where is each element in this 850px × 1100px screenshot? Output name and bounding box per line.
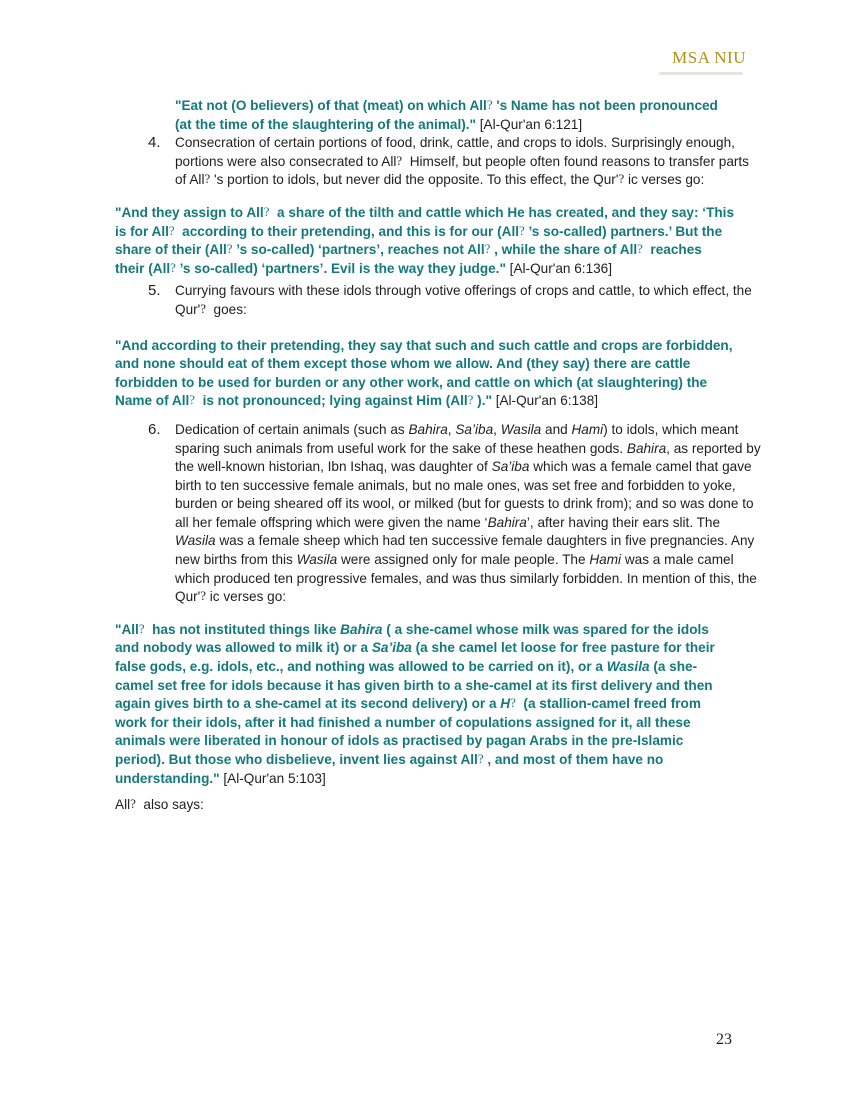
missing-glyph: ? — [519, 222, 525, 238]
text-segment: ) to idols, which meant sparing such animals from useful work for the sake of these heathen gods. — [175, 421, 739, 456]
list-item-text — [175, 134, 761, 190]
text-segment: Bahira — [626, 440, 667, 456]
missing-glyph: ? — [637, 241, 643, 257]
text-segment: [Al-Qur'an 6:138] — [491, 393, 599, 409]
text-segment: is not pronounced; lying against Him (All — [195, 393, 468, 409]
text-segment: All — [115, 797, 131, 813]
header-brand: MSA NIU — [672, 48, 746, 67]
missing-glyph: ? — [200, 588, 206, 604]
text-segment: which was a female camel that gave birth to ten successive female animals, but no male ones, was set free and forbidden to yoke, burden or being sheared off its wool, or milked (but for guests to drink from); and so was done to all her female offspring which were given the name ‘ — [175, 459, 754, 530]
list-item-text — [175, 282, 761, 319]
text-segment: Sa’iba — [371, 640, 412, 656]
text-segment: , — [493, 421, 501, 437]
text-segment: "Eat not (O believers) of that (meat) on which All — [175, 98, 487, 113]
text-segment: Hami — [571, 421, 604, 437]
text-segment: ’s so-called) ‘partners’. Evil is the way they judge." — [175, 260, 506, 276]
missing-glyph: ? — [168, 222, 175, 238]
text-segment: Himself, but people often found reasons to transfer parts of All — [175, 153, 749, 188]
text-segment: reaches their (All — [115, 242, 702, 276]
text-segment: 's portion to idols, but never did the opposite. To this effect, the Qur' — [210, 172, 619, 188]
text-segment: Hami — [589, 552, 622, 568]
list-item-4 — [148, 134, 762, 190]
text-segment: [Al-Qur'an 5:103] — [219, 770, 326, 786]
text-segment: and — [541, 421, 572, 437]
text-segment: according to their pretending, and this is for our (All — [174, 223, 520, 239]
text-segment: Sa’iba — [491, 459, 530, 475]
list-number: 6. — [148, 420, 161, 438]
text-segment: was a female sheep which had ten successive female daughters in five pregnancies. Any new births from this — [175, 533, 755, 568]
missing-glyph: ? — [484, 241, 491, 257]
text-segment: [Al-Qur'an 6:121] — [476, 116, 583, 132]
missing-glyph: ? — [510, 695, 516, 711]
text-segment: (a she camel let loose for free pasture for their false gods, e.g. idols, etc., and nothing was allowed to be carried on it), or a — [115, 640, 715, 675]
list-number: 5. — [148, 282, 161, 300]
text-segment: Bahira — [340, 621, 383, 637]
text-segment: ’s so-called) ‘partners’, reaches not All — [232, 242, 485, 258]
text-segment: Bahira — [487, 514, 527, 530]
missing-glyph: ? — [200, 300, 206, 316]
text-segment: ic verses go: — [624, 172, 705, 188]
document-body — [115, 97, 763, 815]
text-segment: Bahira — [408, 421, 448, 437]
missing-glyph: ? — [618, 171, 625, 187]
text-segment: )." — [473, 393, 492, 409]
closing-line — [115, 796, 735, 815]
missing-glyph: ? — [170, 259, 176, 275]
text-segment: , while the share of All — [490, 242, 638, 258]
text-segment: H — [500, 696, 511, 712]
missing-glyph: ? — [477, 751, 484, 766]
text-segment: [Al-Qur'an 6:136] — [505, 260, 613, 276]
text-segment: Dedication of certain animals (such as — [175, 421, 409, 437]
text-segment: 's Name has not been pronounced (at the time of the slaughtering of the animal)." — [175, 98, 718, 132]
text-segment: was a male camel which produced ten progressive females, and was thus similarly forbidden. In mention of this, the Qur' — [175, 552, 757, 605]
text-segment: Consecration of certain portions of food, drink, cattle, and crops to idols. Surprisingly enough, portions were also consecrated to All — [175, 135, 735, 169]
quran-quote-6-121 — [175, 97, 725, 134]
text-segment: Wasila — [500, 421, 542, 437]
missing-glyph: ? — [204, 171, 211, 187]
header-underline-artifact — [659, 72, 743, 75]
text-segment: (a she-camel set free for idols because it has given birth to a she-camel at its first delivery and then again gives birth to a she-camel at its second delivery) or a — [115, 659, 713, 712]
missing-glyph: ? — [263, 203, 270, 219]
text-segment: , and most of them have no understanding." — [115, 752, 664, 786]
missing-glyph: ? — [130, 796, 136, 812]
text-segment: ’s so-called) partners.’ But the share of their (All — [115, 223, 723, 258]
text-segment: , as reported by the well-known historian, Ibn Ishaq, was daughter of — [175, 440, 761, 475]
list-item-text — [175, 421, 761, 607]
missing-glyph: ? — [486, 97, 493, 112]
text-segment: "All — [115, 621, 139, 637]
list-item-5 — [148, 282, 762, 319]
text-segment: , — [447, 421, 456, 437]
text-segment: ’, after having their ears slit. The — [526, 514, 721, 530]
missing-glyph: ? — [226, 241, 233, 257]
text-segment: Wasila — [296, 552, 338, 568]
missing-glyph: ? — [189, 392, 196, 408]
missing-glyph: ? — [467, 392, 474, 408]
text-segment: also says: — [135, 797, 204, 813]
list-number: 4. — [148, 134, 161, 152]
text-segment: Sa’iba — [455, 421, 494, 437]
text-segment: were assigned only for male people. The — [337, 552, 590, 568]
text-segment: Wasila — [175, 533, 216, 549]
missing-glyph: ? — [138, 620, 145, 636]
list-item-6 — [148, 421, 762, 607]
text-segment: Currying favours with these idols through votive offerings of crops and cattle, to which effect, the Qur' — [175, 283, 752, 317]
page-header — [0, 49, 746, 68]
text-segment: ic verses go: — [206, 589, 287, 605]
text-segment: "And they assign to All — [115, 204, 264, 220]
missing-glyph: ? — [396, 152, 403, 168]
text-segment: goes: — [206, 301, 247, 317]
quran-quote-5-103 — [115, 621, 735, 788]
page-number: 23 — [716, 1031, 732, 1048]
text-segment: ( a she-camel whose milk was spared for the idols and nobody was allowed to milk it) or a — [115, 621, 709, 656]
text-segment: has not instituted things like — [144, 621, 341, 637]
quran-quote-6-136 — [115, 204, 735, 278]
text-segment: a share of the tilth and cattle which He has created, and they say: ‘This is for All — [115, 204, 735, 239]
text-segment: (a stallion-camel freed from work for their idols, after it had finished a number of copulations assigned for it, all these animals were liberated in honour of idols as practised by pagan Arabs in the pre-Islamic period). But those who disbelieve, invent lies against All — [115, 696, 701, 767]
text-segment: "And according to their pretending, they say that such and such cattle and crops are forbidden, and none should eat of them except those whom we allow. And (they say) there are cattle forbidden to be used for burden or any other work, and cattle on which (at slaughtering) the Name of All — [115, 337, 733, 409]
text-segment: Wasila — [606, 659, 650, 675]
quran-quote-6-138 — [115, 337, 735, 411]
